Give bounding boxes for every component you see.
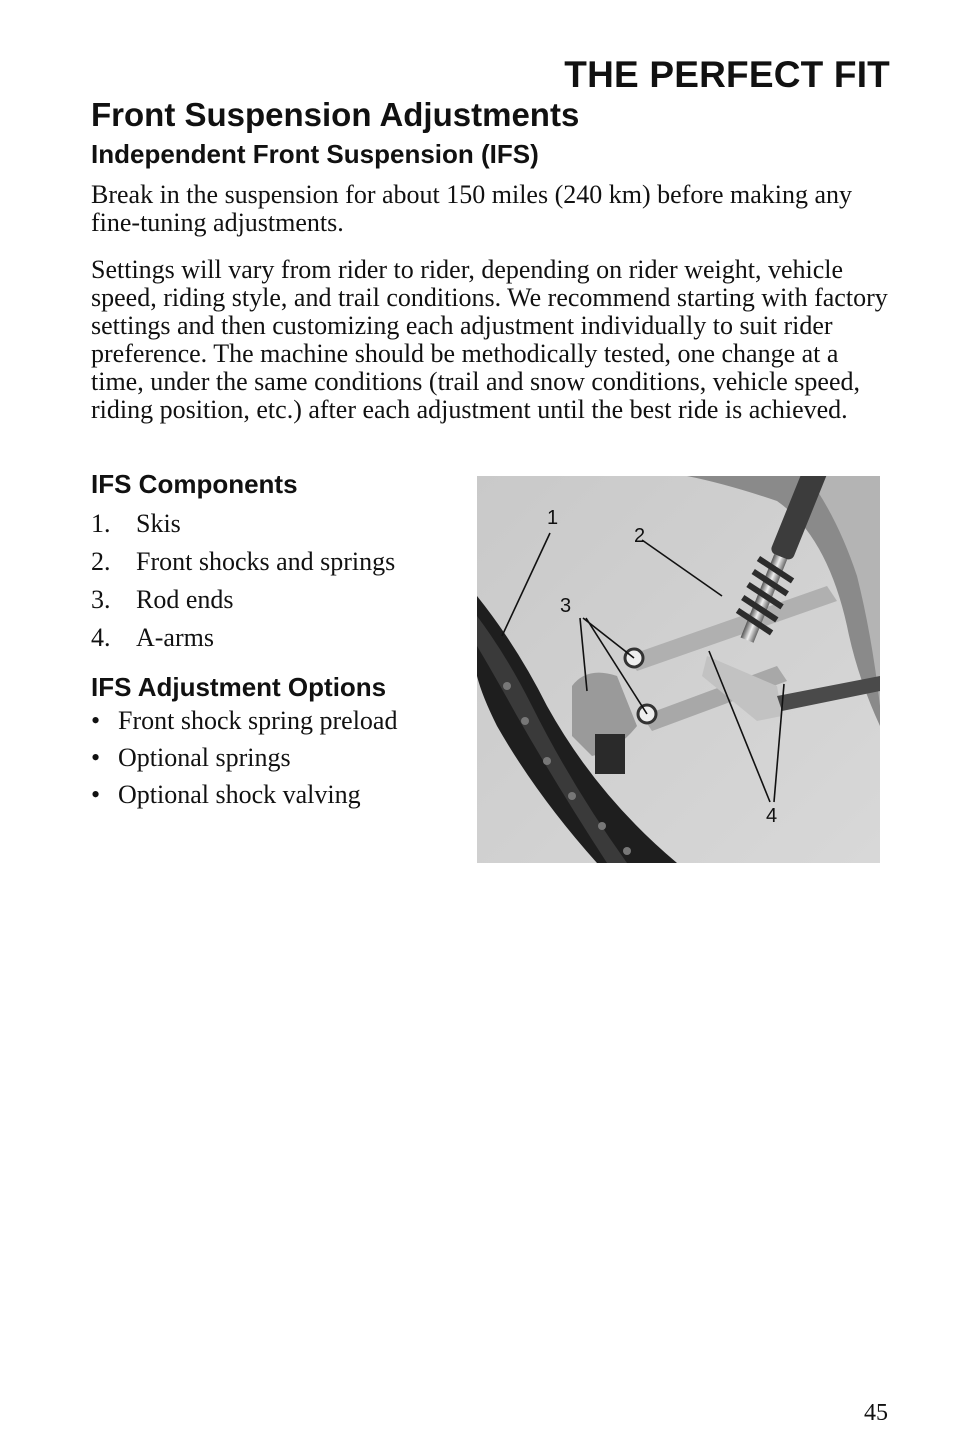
page-number: 45 — [864, 1400, 888, 1426]
list-item — [91, 510, 395, 548]
bullet-icon: • — [91, 743, 101, 772]
list-label: Optional shock valving — [118, 780, 361, 809]
list-number: 4. — [91, 623, 111, 652]
callout-1: 1 — [547, 507, 559, 529]
section-title: Front Suspension Adjustments — [91, 96, 580, 133]
ifs-photo — [477, 476, 880, 863]
list-item — [91, 707, 397, 744]
list-item — [91, 548, 395, 586]
list-number: 1. — [91, 509, 111, 538]
list-label: Rod ends — [136, 585, 234, 614]
callout-4: 4 — [766, 805, 778, 827]
list-label: Front shocks and springs — [136, 547, 396, 576]
list-item — [91, 781, 397, 818]
callout-2: 2 — [634, 525, 646, 547]
bullet-icon: • — [91, 780, 101, 809]
paragraph-settings: Settings will vary from rider to rider, depending on rider weight, vehicle speed, riding style, and trail conditions. We recommend starting with factory settings and then customizing each adjustment individually to suit rider preference. The machine should be methodically tested, one change at a time, under the same conditions (trail and snow conditions, vehicle speed, riding position, etc.) after each adjustment until the best ride is achieved. — [91, 255, 888, 424]
options-list — [91, 707, 397, 818]
list-item — [91, 744, 397, 781]
list-number: 2. — [91, 547, 111, 576]
components-list — [91, 510, 395, 662]
section-subtitle: Independent Front Suspension (IFS) — [91, 139, 539, 169]
components-heading: IFS Components — [91, 469, 298, 499]
list-label: Skis — [136, 509, 181, 538]
list-label: Front shock spring preload — [118, 706, 398, 735]
list-item — [91, 586, 395, 624]
paragraph-break-in: Break in the suspension for about 150 miles (240 km) before making any fine-tuning adjustments. — [91, 180, 853, 237]
bullet-icon: • — [91, 706, 101, 735]
running-head: THE PERFECT FIT — [564, 54, 890, 95]
options-heading: IFS Adjustment Options — [91, 672, 387, 702]
list-item — [91, 624, 395, 662]
list-number: 3. — [91, 585, 111, 614]
list-label: Optional springs — [118, 743, 291, 772]
list-label: A-arms — [136, 623, 214, 652]
ifs-photo-illustration — [477, 476, 880, 863]
spindle-mount — [595, 734, 625, 774]
callout-3: 3 — [560, 595, 572, 617]
